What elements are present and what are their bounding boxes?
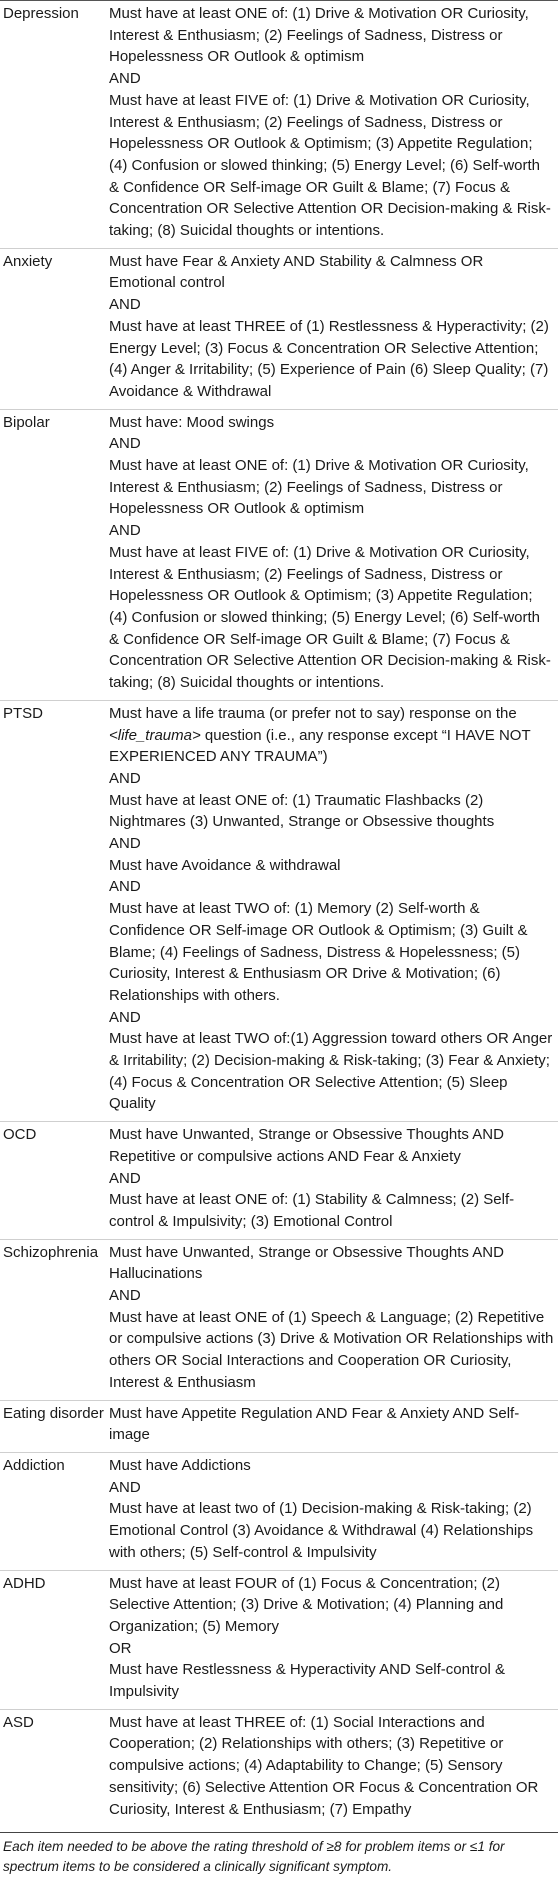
criteria-line: AND	[109, 70, 141, 88]
criteria-line: Must have at least TWO of: (1) Memory (2) Self-worth & Confidence OR Self-image OR Outlook & Optimism; (3) Guilt & Blame; (4) Feelings of Sadness, Distress & Hopelessness; (5) Curiosity, Interest & Enthusiasm OR Drive & Motivation; (6) Relationships with others.	[109, 900, 528, 1004]
criteria-cell	[109, 412, 554, 694]
table-row-bipolar	[0, 410, 558, 701]
criteria-line: Must have at least FOUR of (1) Focus & Concentration; (2) Selective Attention; (3) Drive & Motivation; (4) Planning and Organization; (5) Memory	[109, 1574, 504, 1635]
criteria-line: Must have Addictions	[109, 1457, 251, 1474]
criteria-line: Must have at least TWO of:(1) Aggression toward others OR Anger & Irritability; (2) Decision-making & Risk-taking; (3) Fear & Anxiety; (4) Focus & Concentration OR Selective Attention; (5) Sleep Quality	[109, 1030, 553, 1113]
table-row-adhd	[0, 1571, 558, 1710]
criteria-line: Must have at least ONE of: (1) Stability & Calmness; (2) Self-control & Impulsivity; (3) Emotional Control	[109, 1191, 515, 1230]
condition-name: ASD	[3, 1713, 34, 1731]
condition-name: Addiction	[3, 1457, 65, 1474]
criteria-cell	[109, 1242, 554, 1394]
table-row-depression	[0, 1, 558, 249]
criteria-cell	[109, 1573, 554, 1703]
table-row-eating-disorder	[0, 1401, 558, 1453]
criteria-line: Must have at least ONE of (1) Speech & Language; (2) Repetitive or compulsive actions (3) Drive & Motivation OR Relationships with others OR Social Interactions and Cooperation OR Curiosity, Interest & Enthusiasm	[109, 1308, 554, 1391]
condition-name: PTSD	[3, 704, 44, 722]
condition-name: ADHD	[3, 1574, 46, 1592]
criteria-line: Must have Unwanted, Strange or Obsessive Thoughts AND Hallucinations	[109, 1243, 504, 1283]
criteria-text: question (i.e., any response except “I HAVE NOT EXPERIENCED ANY TRAUMA”)	[109, 726, 531, 766]
criteria-line: Must have Unwanted, Strange or Obsessive Thoughts AND Repetitive or compulsive actions AND Fear & Anxiety	[109, 1126, 504, 1165]
criteria-line: Must have at least FIVE of: (1) Drive & Motivation OR Curiosity, Interest & Enthusiasm; (2) Feelings of Sadness, Distress or Hopelessness OR Outlook & Optimism; (3) Appetite Regulation; (4) Confusion or slowed thinking; (5) Energy Level; (6) Self-worth & Confidence OR Self-image OR Guilt & Blame; (7) Focus & Concentration OR Selective Attention OR Decision-making & Risk-taking; (8) Suicidal thoughts or intentions.	[109, 91, 551, 240]
criteria-line: Must have at least THREE of: (1) Social Interactions and Cooperation; (2) Relationships with others; (3) Repetitive or compulsive actions; (4) Adaptability to Change; (5) Sensory sensitivity; (6) Selective Attention OR Focus & Concentration OR Curiosity, Interest & Enthusiasm; (7) Empathy	[109, 1713, 539, 1818]
criteria-line: Must have Fear & Anxiety AND Stability & Calmness OR Emotional control	[109, 252, 484, 292]
table-row-addiction	[0, 1453, 558, 1571]
criteria-line: AND	[109, 878, 141, 896]
condition-name: Anxiety	[3, 252, 53, 270]
criteria-cell	[109, 703, 554, 1115]
criteria-line: Must have at least ONE of: (1) Drive & Motivation OR Curiosity, Interest & Enthusiasm; (2) Feelings of Sadness, Distress or Hopelessness OR Outlook & optimism	[109, 457, 529, 518]
table-footnote: Each item needed to be above the rating threshold of ≥8 for problem items or ≤1 for spectrum items to be considered a clinically significant symptom.	[3, 1839, 505, 1875]
criteria-text: Must have a life trauma (or prefer not to say) response on the	[109, 704, 517, 722]
criteria-line: AND	[109, 835, 141, 853]
criteria-line: AND	[109, 522, 141, 540]
criteria-cell	[109, 1455, 554, 1564]
criteria-line: AND	[109, 1478, 141, 1496]
criteria-line: AND	[109, 296, 141, 314]
criteria-line: Must have at least FIVE of: (1) Drive & Motivation OR Curiosity, Interest & Enthusiasm; (2) Feelings of Sadness, Distress or Hopelessness OR Outlook & Optimism; (3) Appetite Regulation; (4) Confusion or slowed thinking; (5) Energy Level; (6) Self-worth & Confidence OR Self-image OR Guilt & Blame; (7) Focus & Concentration OR Selective Attention OR Decision-making & Risk-taking; (8) Suicidal thoughts or intentions.	[109, 543, 551, 692]
criteria-line: Must have Restlessness & Hyperactivity AND Self-control & Impulsivity	[109, 1661, 505, 1701]
criteria-line	[109, 703, 554, 768]
question-code: <life_trauma>	[109, 726, 201, 744]
criteria-line: Must have Appetite Regulation AND Fear & Anxiety AND Self-image	[109, 1404, 520, 1444]
condition-name: Eating disorder	[3, 1404, 104, 1422]
criteria-line: Must have: Mood swings	[109, 413, 275, 431]
criteria-line: Must have at least ONE of: (1) Traumatic Flashbacks (2) Nightmares (3) Unwanted, Strange or Obsessive thoughts	[109, 791, 495, 831]
criteria-line: Must have at least THREE of (1) Restlessness & Hyperactivity; (2) Energy Level; (3) Focus & Concentration OR Selective Attention; (4) Anger & Irritability; (5) Experience of Pain (6) Sleep Quality; (7) Avoidance & Withdrawal	[109, 317, 549, 400]
condition-name: Bipolar	[3, 413, 50, 431]
criteria-line: AND	[109, 435, 141, 453]
criteria-line: Must have at least two of (1) Decision-making & Risk-taking; (2) Emotional Control (3) Avoidance & Withdrawal (4) Relationships with others; (5) Self-control & Impulsivity	[109, 1500, 534, 1561]
criteria-line: OR	[109, 1639, 132, 1657]
criteria-line: Must have at least ONE of: (1) Drive & Motivation OR Curiosity, Interest & Enthusiasm; (2) Feelings of Sadness, Distress or Hopelessness OR Outlook & optimism	[109, 5, 529, 66]
criteria-cell	[109, 1712, 554, 1821]
condition-name: Schizophrenia	[3, 1243, 99, 1261]
criteria-cell	[109, 3, 554, 242]
criteria-cell	[109, 1403, 554, 1446]
table-row-ocd	[0, 1122, 558, 1240]
table-row-schizophrenia	[0, 1240, 558, 1401]
criteria-line: AND	[109, 1169, 141, 1187]
criteria-line: AND	[109, 1287, 141, 1305]
criteria-line: Must have Avoidance & withdrawal	[109, 856, 341, 874]
table-row-asd	[0, 1710, 558, 1827]
criteria-cell	[109, 1124, 554, 1233]
table-row-anxiety	[0, 249, 558, 410]
criteria-line: AND	[109, 769, 141, 787]
criteria-cell	[109, 251, 554, 403]
criteria-line: AND	[109, 1008, 141, 1026]
condition-name: Depression	[3, 5, 79, 22]
condition-name: OCD	[3, 1126, 37, 1144]
table-row-ptsd	[0, 701, 558, 1122]
